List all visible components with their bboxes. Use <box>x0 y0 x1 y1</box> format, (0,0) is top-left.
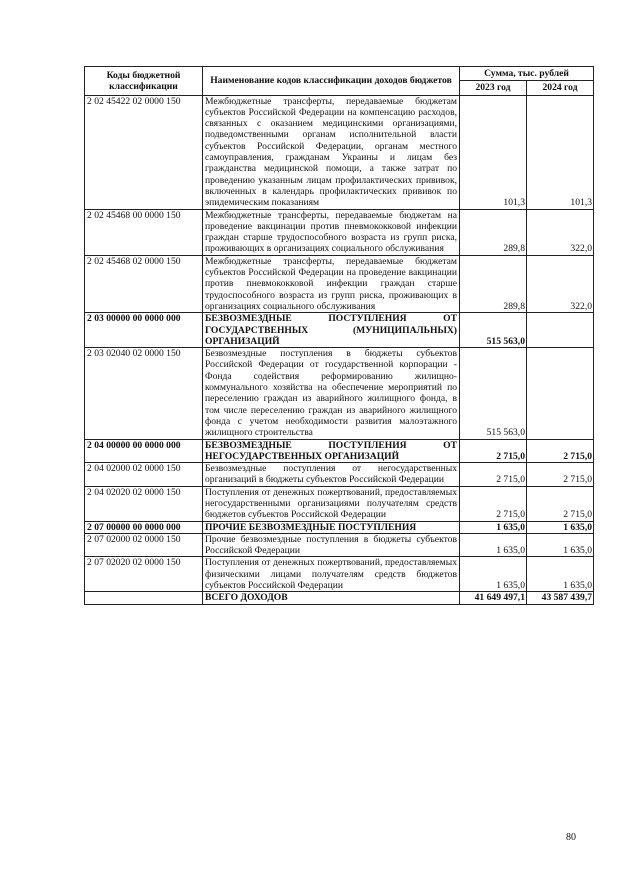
row-name: Поступления от денежных пожертвований, предоставляемых негосударственными организациями получателям средств бюджетов субъектов Российской Федерации <box>203 486 460 521</box>
row-value-2024: 322,0 <box>527 255 594 312</box>
row-code: 2 07 02000 02 0000 150 <box>85 533 203 557</box>
total-name: ВСЕГО ДОХОДОВ <box>203 592 460 604</box>
total-value-2023: 41 649 497,1 <box>460 592 527 604</box>
header-codes: Коды бюджетной классификации <box>85 67 203 96</box>
row-value-2023: 1 635,0 <box>460 533 527 557</box>
row-code: 2 04 00000 00 0000 000 <box>85 439 203 463</box>
row-code: 2 07 00000 00 0000 000 <box>85 521 203 533</box>
total-code <box>85 592 203 604</box>
row-value-2023: 1 635,0 <box>460 557 527 592</box>
row-value-2023: 2 715,0 <box>460 486 527 521</box>
header-year-2024: 2024 год <box>527 81 594 95</box>
row-name: БЕЗВОЗМЕЗДНЫЕ ПОСТУПЛЕНИЯ ОТ НЕГОСУДАРСТВЕННЫХ ОРГАНИЗАЦИЙ <box>203 439 460 463</box>
row-code: 2 02 45468 00 0000 150 <box>85 209 203 255</box>
row-value-2023: 2 715,0 <box>460 463 527 487</box>
header-year-2023: 2023 год <box>460 81 527 95</box>
page-number: 80 <box>566 832 576 843</box>
table-row <box>85 533 594 557</box>
row-name: ПРОЧИЕ БЕЗВОЗМЕЗДНЫЕ ПОСТУПЛЕНИЯ <box>203 521 460 533</box>
row-value-2024: 1 635,0 <box>527 533 594 557</box>
row-name: Безвозмездные поступления от негосударственных организаций в бюджеты субъектов Российской Федерации <box>203 463 460 487</box>
budget-revenue-table-page <box>84 66 593 605</box>
table-row <box>85 486 594 521</box>
header-sum: Сумма, тыс. рублей <box>460 67 594 81</box>
table-row <box>85 521 594 533</box>
row-value-2023: 101,3 <box>460 95 527 209</box>
row-value-2024: 101,3 <box>527 95 594 209</box>
row-value-2024: 322,0 <box>527 209 594 255</box>
table-row <box>85 557 594 592</box>
row-name: Межбюджетные трансферты, передаваемые бюджетам на проведение вакцинации против пневмококковой инфекции граждан старше трудоспособного возраста из групп риска, проживающих в организациях социального обслуживания <box>203 209 460 255</box>
table-row <box>85 313 594 348</box>
row-value-2023: 289,8 <box>460 255 527 312</box>
table-row <box>85 348 594 439</box>
row-value-2024: 1 635,0 <box>527 521 594 533</box>
row-value-2024 <box>527 348 594 439</box>
total-value-2024: 43 587 439,7 <box>527 592 594 604</box>
table-row <box>85 439 594 463</box>
row-code: 2 02 45468 02 0000 150 <box>85 255 203 312</box>
row-code: 2 03 02040 02 0000 150 <box>85 348 203 439</box>
budget-revenue-table <box>84 66 594 605</box>
row-value-2024: 2 715,0 <box>527 463 594 487</box>
header-name: Наименование кодов классификации доходов бюджетов <box>203 67 460 96</box>
row-value-2024 <box>527 313 594 348</box>
row-value-2023: 2 715,0 <box>460 439 527 463</box>
row-value-2023: 515 563,0 <box>460 348 527 439</box>
row-value-2024: 2 715,0 <box>527 486 594 521</box>
row-code: 2 02 45422 02 0000 150 <box>85 95 203 209</box>
row-name: Поступления от денежных пожертвований, предоставляемых физическими лицами получателям средств бюджетов субъектов Российской Федерации <box>203 557 460 592</box>
table-row <box>85 209 594 255</box>
table-row <box>85 95 594 209</box>
table-row <box>85 463 594 487</box>
row-value-2023: 515 563,0 <box>460 313 527 348</box>
row-value-2024: 2 715,0 <box>527 439 594 463</box>
row-code: 2 04 02000 02 0000 150 <box>85 463 203 487</box>
row-value-2023: 289,8 <box>460 209 527 255</box>
row-name: Прочие безвозмездные поступления в бюджеты субъектов Российской Федерации <box>203 533 460 557</box>
row-code: 2 04 02020 02 0000 150 <box>85 486 203 521</box>
table-header-row <box>85 67 594 81</box>
row-value-2024: 1 635,0 <box>527 557 594 592</box>
row-name: Межбюджетные трансферты, передаваемые бюджетам субъектов Российской Федерации на проведение вакцинации против пневмококковой инфекции граждан старше трудоспособного возраста из групп риска, проживающих в организациях социального обслуживания <box>203 255 460 312</box>
row-name: Безвозмездные поступления в бюджеты субъектов Российской Федерации от государственной корпорации - Фонда содействия реформированию жилищно-коммунального хозяйства на обеспечение мероприятий по переселению граждан из аварийного жилищного фонда, в том числе переселению граждан из аварийного жилищного фонда с учетом необходимости развития малоэтажного жилищного строительства <box>203 348 460 439</box>
table-body <box>85 95 594 604</box>
table-total-row <box>85 592 594 604</box>
row-value-2023: 1 635,0 <box>460 521 527 533</box>
row-code: 2 03 00000 00 0000 000 <box>85 313 203 348</box>
row-code: 2 07 02020 02 0000 150 <box>85 557 203 592</box>
row-name: БЕЗВОЗМЕЗДНЫЕ ПОСТУПЛЕНИЯ ОТ ГОСУДАРСТВЕННЫХ (МУНИЦИПАЛЬНЫХ) ОРГАНИЗАЦИЙ <box>203 313 460 348</box>
row-name: Межбюджетные трансферты, передаваемые бюджетам субъектов Российской Федерации на компенсацию расходов, связанных с оказанием медицинскими организациями, подведомственными органам исполнительной власти субъектов Российской Федерации, органам местного самоуправления, гражданам Украины и лицам без гражданства медицинской помощи, а также затрат по проведению указанным лицам профилактических прививок, включенных в календарь профилактических прививок по эпидемическим показаниям <box>203 95 460 209</box>
table-row <box>85 255 594 312</box>
